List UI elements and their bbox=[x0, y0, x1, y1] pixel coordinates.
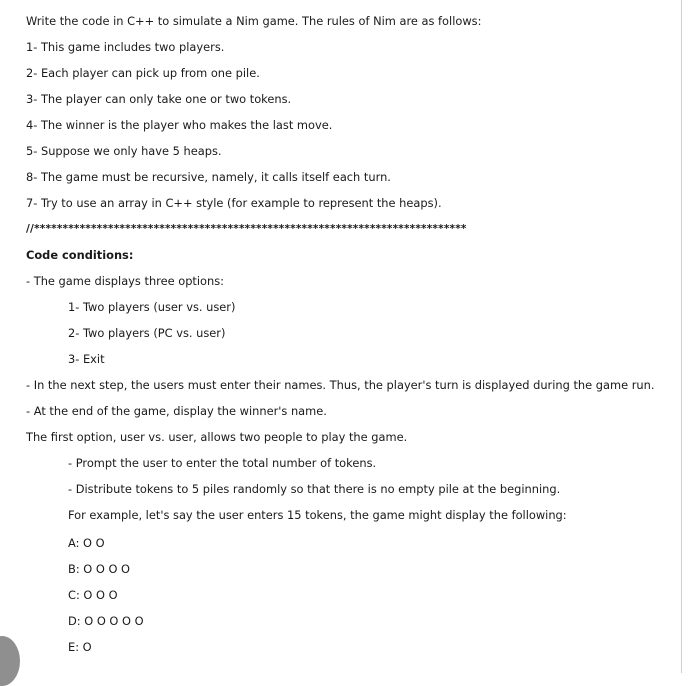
pile-b: B: O O O O bbox=[68, 562, 130, 576]
rule-5: 5- Suppose we only have 5 heaps. bbox=[26, 144, 222, 158]
rule-1: 1- This game includes two players. bbox=[26, 40, 225, 54]
first-option-line: The first option, user vs. user, allows two people to play the game. bbox=[26, 430, 408, 444]
pile-e: E: O bbox=[68, 640, 92, 654]
rule-3: 3- The player can only take one or two tokens. bbox=[26, 92, 292, 106]
pile-c: C: O O O bbox=[68, 588, 118, 602]
example-intro-line: For example, let's say the user enters 15 tokens, the game might display the following: bbox=[68, 508, 567, 522]
end-of-game-line: - At the end of the game, display the winner's name. bbox=[26, 404, 327, 418]
option-1: 1- Two players (user vs. user) bbox=[68, 300, 236, 314]
option-2: 2- Two players (PC vs. user) bbox=[68, 326, 226, 340]
rule-8: 8- The game must be recursive, namely, it calls itself each turn. bbox=[26, 170, 391, 184]
option-3: 3- Exit bbox=[68, 352, 105, 366]
options-intro: - The game displays three options: bbox=[26, 274, 225, 288]
intro-line: Write the code in C++ to simulate a Nim game. The rules of Nim are as follows: bbox=[26, 14, 482, 28]
rule-2: 2- Each player can pick up from one pile. bbox=[26, 66, 260, 80]
pile-a: A: O O bbox=[68, 536, 105, 550]
distribute-line: - Distribute tokens to 5 piles randomly so that there is no empty pile at the beginning. bbox=[68, 482, 561, 496]
next-step-line: - In the next step, the users must enter their names. Thus, the player's turn is displayed during the game run. bbox=[26, 378, 655, 392]
separator-line: //**************************************************************************** bbox=[26, 223, 467, 235]
prompt-tokens-line: - Prompt the user to enter the total number of tokens. bbox=[68, 456, 377, 470]
pile-d: D: O O O O O bbox=[68, 614, 144, 628]
code-conditions-heading: Code conditions: bbox=[26, 248, 134, 262]
rule-4: 4- The winner is the player who makes the last move. bbox=[26, 118, 333, 132]
rule-7: 7- Try to use an array in C++ style (for example to represent the heaps). bbox=[26, 196, 442, 210]
